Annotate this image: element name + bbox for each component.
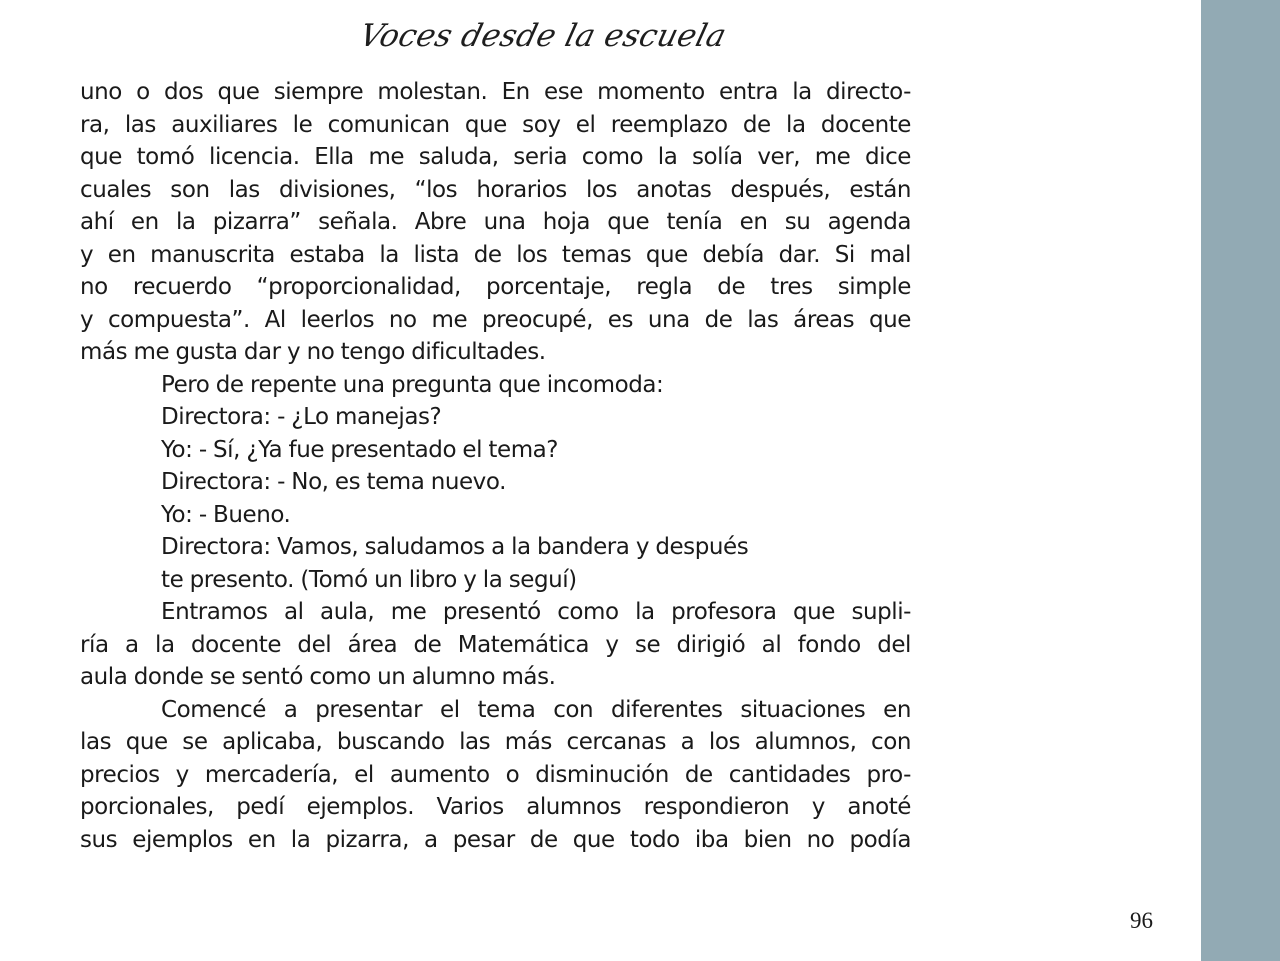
text-line: ra, las auxiliares le comunican que soy el reemplazo de la docente [80, 111, 911, 138]
text-line: cuales son las divisiones, “los horarios los anotas después, están [80, 176, 911, 203]
dialogue-line: te presento. (Tomó un libro y la seguí) [161, 566, 577, 593]
text-line: y compuesta”. Al leerlos no me preocupé, es una de las áreas que [80, 306, 911, 333]
text-line: uno o dos que siempre molestan. En ese momento entra la directo- [80, 79, 911, 105]
text-line: las que se aplicaba, buscando las más cercanas a los alumnos, con [80, 729, 911, 755]
page-number: 96 [1130, 908, 1153, 933]
text-line: que tomó licencia. Ella me saluda, seria como la solía ver, me dice [80, 144, 911, 170]
text-line: precios y mercadería, el aumento o disminución de cantidades pro- [80, 761, 911, 788]
text-line: ría a la docente del área de Matemática y se dirigió al fondo del [80, 631, 911, 658]
text-line: y en manuscrita estaba la lista de los temas que debía dar. Si mal [80, 241, 911, 268]
body-text [80, 76, 911, 856]
text-line: Entramos al aula, me presentó como la profesora que supli- [161, 599, 911, 625]
text-line: Pero de repente una pregunta que incomoda: [161, 371, 664, 398]
text-line: Comencé a presentar el tema con diferentes situaciones en [161, 696, 911, 723]
dialogue-line: Directora: - No, es tema nuevo. [161, 469, 506, 495]
text-line: porcionales, pedí ejemplos. Varios alumnos respondieron y anoté [80, 794, 911, 820]
running-head: Voces desde la escuela [355, 18, 730, 54]
dialogue-line: Directora: Vamos, saludamos a la bandera y después [161, 534, 749, 560]
text-line: no recuerdo “proporcionalidad, porcentaje, regla de tres simple [80, 274, 911, 300]
text-line: sus ejemplos en la pizarra, a pesar de que todo iba bien no podía [80, 826, 911, 853]
dialogue-line: Yo: - Sí, ¿Ya fue presentado el tema? [161, 436, 559, 463]
text-line: más me gusta dar y no tengo dificultades. [80, 339, 546, 365]
dialogue-line: Yo: - Bueno. [161, 501, 291, 528]
text-line: ahí en la pizarra” señala. Abre una hoja que tenía en su agenda [80, 209, 911, 235]
dialogue-line: Directora: - ¿Lo manejas? [161, 404, 442, 430]
text-line: aula donde se sentó como un alumno más. [80, 664, 556, 690]
side-color-band [1201, 0, 1280, 961]
